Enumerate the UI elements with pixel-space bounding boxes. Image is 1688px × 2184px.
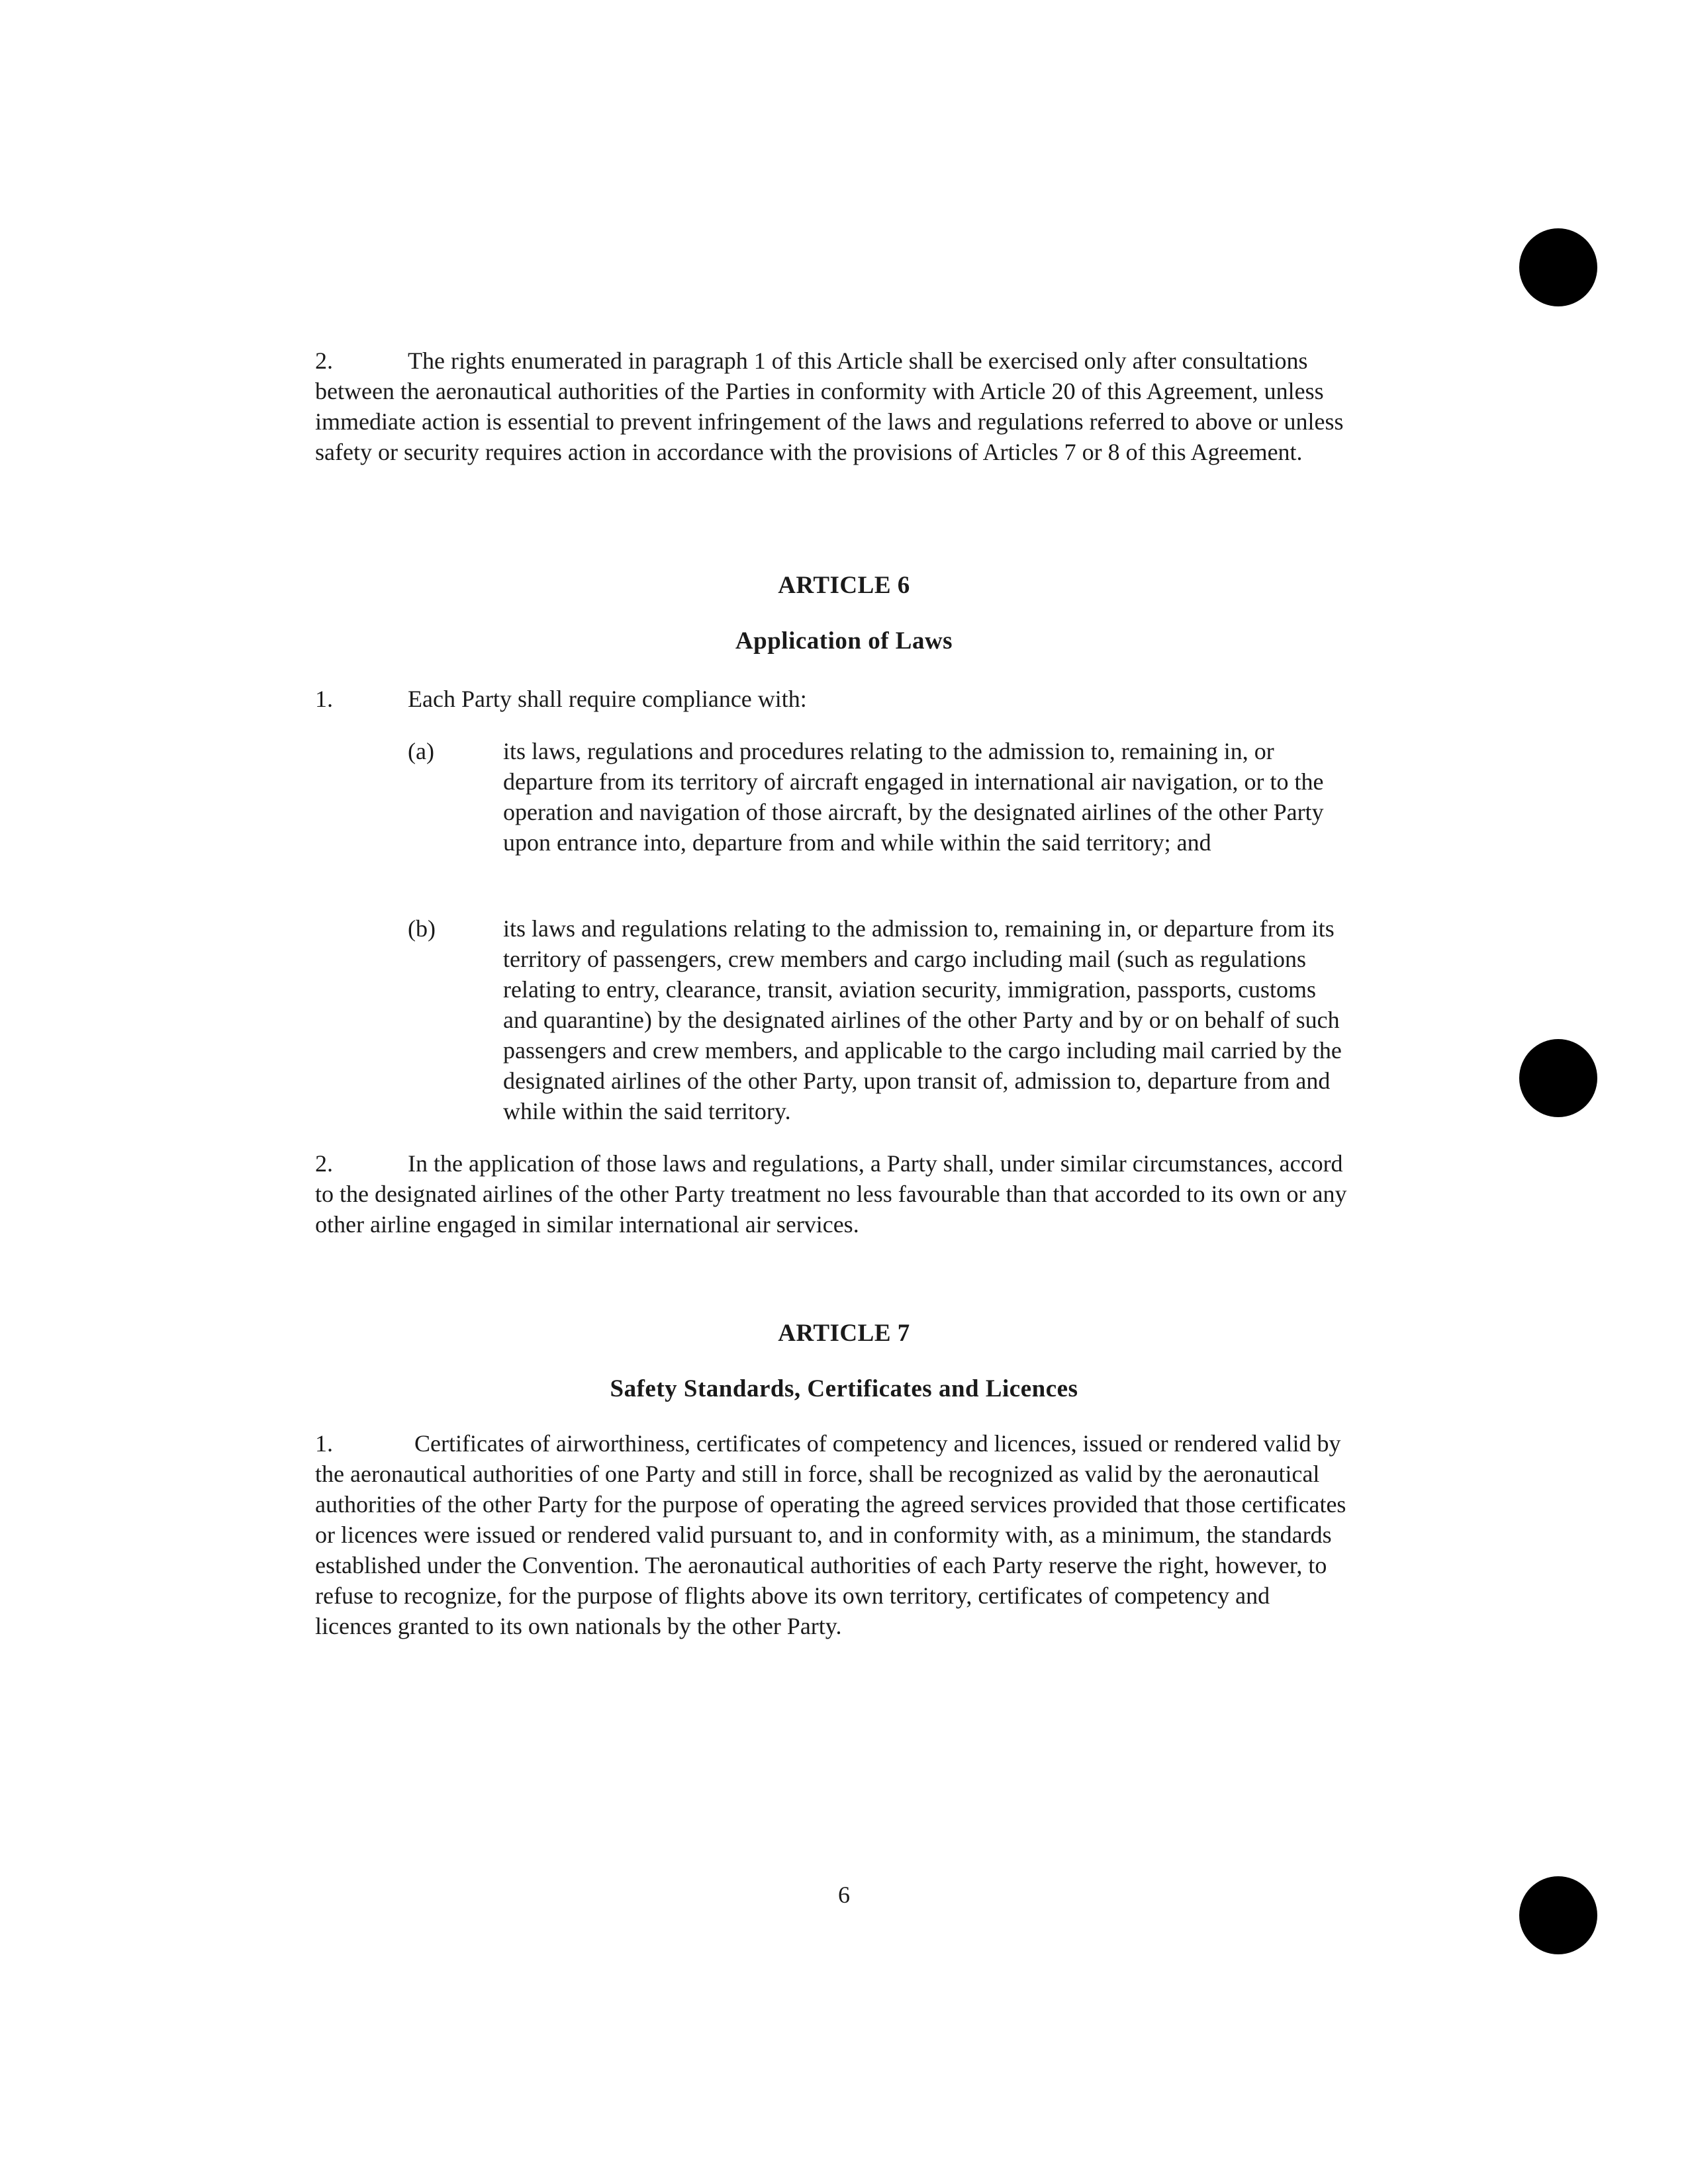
- paragraph-text: The rights enumerated in paragraph 1 of this Article shall be exercised only after consultations between the aeronautical authorities of the Parties in conformity with Article 20 of this Agreement, unless immediate action is essential to prevent infringement of the laws and regulations referred to above or unless safety or security requires action in accordance with the provisions of Articles 7 or 8 of this Agreement.: [315, 347, 1344, 465]
- article6-item-a: [408, 736, 1348, 858]
- punch-hole-top: [1519, 228, 1597, 306]
- article6-paragraph-2: [315, 1148, 1348, 1240]
- paragraph-number: 2.: [315, 347, 333, 374]
- article6-title: Application of Laws: [735, 627, 953, 655]
- paragraph-number: 2.: [315, 1150, 333, 1177]
- article5-paragraph-2: [315, 345, 1348, 467]
- item-text: its laws and regulations relating to the admission to, remaining in, or departure from its territory of passengers, crew members and cargo including mail (such as regulations relating to entry, clearance, transit, aviation security, immigration, passports, customs and quarantine) by the designated airlines of the other Party and by or on behalf of such passengers and crew members, and applicable to the cargo including mail carried by the designated airlines of the other Party, upon transit of, admission to, departure from and while within the said territory.: [503, 915, 1342, 1124]
- punch-hole-middle: [1519, 1039, 1597, 1117]
- article6-paragraph-1: [315, 684, 1348, 714]
- paragraph-text: In the application of those laws and regulations, a Party shall, under similar circumstances, accord to the designated airlines of the other Party treatment no less favourable than that accorded to its own or any other airline engaged in similar international air services.: [315, 1150, 1347, 1238]
- article7-paragraph-1: [315, 1428, 1348, 1641]
- article7-title: Safety Standards, Certificates and Licences: [610, 1375, 1078, 1402]
- paragraph-text: Certificates of airworthiness, certificates of competency and licences, issued or rendered valid by the aeronautical authorities of one Party and still in force, shall be recognized as valid by the aeronautical authorities of the other Party for the purpose of operating the agreed services provided that those certificates or licences were issued or rendered valid pursuant to, and in conformity with, as a minimum, the standards established under the Convention. The aeronautical authorities of each Party reserve the right, however, to refuse to recognize, for the purpose of flights above its own territory, certificates of competency and licences granted to its own nationals by the other Party.: [315, 1430, 1346, 1639]
- paragraph-number: 1.: [315, 686, 333, 712]
- article6-heading: ARTICLE 6: [778, 572, 910, 599]
- article6-item-b: [408, 913, 1348, 1126]
- item-label: (a): [408, 738, 434, 764]
- paragraph-number: 1.: [315, 1430, 333, 1457]
- item-text: its laws, regulations and procedures relating to the admission to, remaining in, or departure from its territory of aircraft engaged in international air navigation, or to the operation and navigation of those aircraft, by the designated airlines of the other Party upon entrance into, departure from and while within the said territory; and: [503, 738, 1324, 856]
- page-number: 6: [838, 1882, 850, 1908]
- article7-heading: ARTICLE 7: [778, 1320, 910, 1347]
- item-label: (b): [408, 915, 436, 942]
- paragraph-text: Each Party shall require compliance with:: [408, 686, 807, 712]
